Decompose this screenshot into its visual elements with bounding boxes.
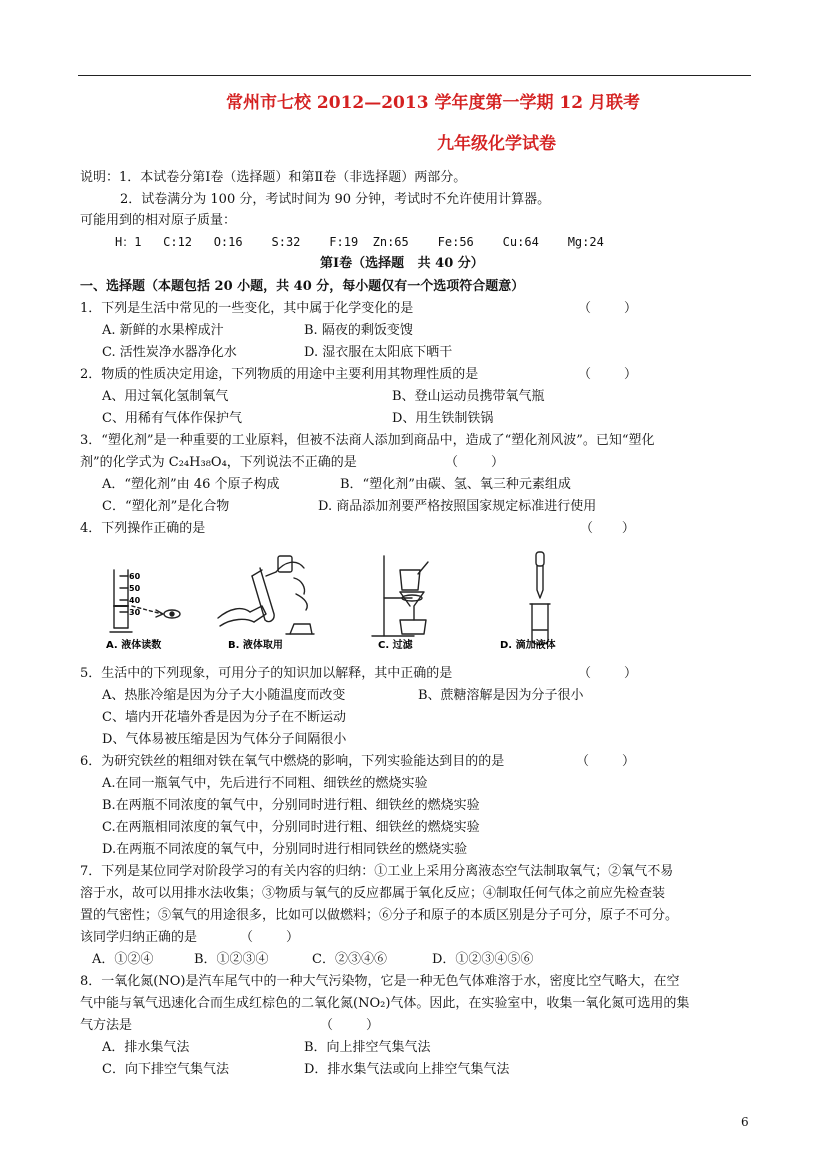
question-3-stem-line-1: 3．“塑化剂”是一种重要的工业原料，但被不法商人添加到商品中，造成了“塑化剂风波”。已知“塑化 xyxy=(80,433,655,448)
question-4-figure xyxy=(100,548,570,656)
question-2-answer-blank: （ ） xyxy=(578,367,638,382)
figure-caption-b: B. 液体取用 xyxy=(228,640,283,651)
question-1-option-c: C. 活性炭净水器净化水 xyxy=(102,345,237,360)
dropper-drawing xyxy=(530,552,550,645)
question-8-answer-blank: （ ） xyxy=(320,1018,380,1033)
question-6-answer-blank: （ ） xyxy=(576,754,636,769)
question-8-stem-line-2: 气中能与氧气迅速化合而生成红棕色的二氧化氮(NO₂)气体。因此，在实验室中，收集一氧化氮可选用的集 xyxy=(80,996,690,1011)
question-8-option-c: C．向下排空气集气法 xyxy=(102,1062,229,1077)
question-7-stem-line-1: 7．下列是某位同学对阶段学习的有关内容的归纳：①工业上采用分离液态空气法制取氧气；②氧气不易 xyxy=(80,864,674,879)
question-6-stem: 6．为研究铁丝的粗细对铁在氧气中燃烧的影响，下列实验能达到目的的是 xyxy=(80,754,505,769)
question-3-option-a: A．“塑化剂”由 46 个原子构成 xyxy=(102,477,280,492)
cylinder-tick-30: 30 xyxy=(129,608,141,617)
question-1-answer-blank: （ ） xyxy=(578,301,638,316)
question-7-option-a: A．①②④ xyxy=(92,952,154,967)
figure-caption-c: C. 过滤 xyxy=(378,640,413,651)
question-8-option-b: B．向上排空气集气法 xyxy=(304,1040,431,1055)
question-2-option-b: B、登山运动员携带氧气瓶 xyxy=(392,389,545,404)
lab-operations-illustration xyxy=(100,548,570,656)
liquid-pouring-drawing xyxy=(218,556,314,634)
question-4-answer-blank: （ ） xyxy=(580,521,635,536)
question-3-option-d: D. 商品添加剂要严格按照国家规定标准进行使用 xyxy=(318,499,597,514)
section-heading: 第Ⅰ卷（选择题 共 40 分） xyxy=(320,256,484,271)
question-2-stem: 2．物质的性质决定用途，下列物质的用途中主要利用其物理性质的是 xyxy=(80,367,479,382)
question-4-stem: 4．下列操作正确的是 xyxy=(80,521,206,536)
exam-subtitle: 九年级化学试卷 xyxy=(437,134,556,154)
question-3-option-c: C．“塑化剂”是化合物 xyxy=(102,499,230,514)
page-number: 6 xyxy=(741,1115,749,1129)
question-5-option-a: A、热胀冷缩是因为分子大小随温度而改变 xyxy=(102,688,346,703)
question-7-stem-line-2: 溶于水，故可以用排水法收集；③物质与氧气的反应都属于氧化反应；④制取任何气体之前应先检查装 xyxy=(80,886,666,901)
question-5-answer-blank: （ ） xyxy=(578,666,638,681)
intro-line-1: 说明：1．本试卷分第Ⅰ卷（选择题）和第Ⅱ卷（非选择题）两部分。 xyxy=(80,170,467,185)
question-5-option-d: D、气体易被压缩是因为气体分子间隔很小 xyxy=(102,732,347,747)
header-rule xyxy=(78,75,751,76)
question-7-stem-line-3: 置的气密性；⑤氧气的用途很多，比如可以做燃料；⑥分子和原子的本质区别是分子可分，原子不可分。 xyxy=(80,908,679,923)
question-7-option-d: D．①②③④⑤⑥ xyxy=(432,952,534,967)
filtration-drawing xyxy=(372,556,428,636)
graduated-cylinder-drawing xyxy=(110,570,180,632)
question-5-option-c: C、墙内开花墙外香是因为分子在不断运动 xyxy=(102,710,346,725)
question-5-stem: 5．生活中的下列现象，可用分子的知识加以解释，其中正确的是 xyxy=(80,666,453,681)
figure-caption-a: A. 液体读数 xyxy=(106,640,162,651)
question-2-option-d: D、用生铁制铁锅 xyxy=(392,411,494,426)
question-5-option-b: B、蔗糖溶解是因为分子很小 xyxy=(418,688,584,703)
atomic-masses: H：1 C:12 O:16 S:32 F:19 Zn:65 Fe:56 Cu:64 Mg:24 xyxy=(115,235,604,249)
question-3-answer-blank: （ ） xyxy=(445,455,505,470)
question-1-option-d: D. 湿衣服在太阳底下晒干 xyxy=(304,345,453,360)
figure-caption-d: D. 滴加液体 xyxy=(500,640,556,651)
question-7-answer-blank: （ ） xyxy=(240,930,300,945)
question-3-option-b: B．“塑化剂”由碳、氢、氧三种元素组成 xyxy=(340,477,571,492)
question-8-stem-line-3: 气方法是 xyxy=(80,1018,133,1033)
cylinder-tick-50: 50 xyxy=(129,584,141,593)
cylinder-tick-60: 60 xyxy=(129,572,141,581)
question-1-option-a: A. 新鲜的水果榨成汁 xyxy=(102,323,224,338)
section-instructions: 一、选择题（本题包括 20 小题，共 40 分，每小题仅有一个选项符合题意） xyxy=(80,279,525,294)
question-7-stem-line-4: 该同学归纳正确的是 xyxy=(80,930,198,945)
question-1-option-b: B. 隔夜的剩饭变馊 xyxy=(304,323,413,338)
question-6-option-a: A.在同一瓶氧气中，先后进行不同粗、细铁丝的燃烧实验 xyxy=(102,776,428,791)
cylinder-tick-40: 40 xyxy=(129,596,141,605)
question-6-option-c: C.在两瓶相同浓度的氧气中，分别同时进行粗、细铁丝的燃烧实验 xyxy=(102,820,480,835)
question-2-option-c: C、用稀有气体作保护气 xyxy=(102,411,242,426)
question-8-stem-line-1: 8．一氧化氮(NO)是汽车尾气中的一种大气污染物，它是一种无色气体难溶于水，密度比空气略大，在空 xyxy=(80,974,680,989)
exam-title: 常州市七校 2012—2013 学年度第一学期 12 月联考 xyxy=(226,93,640,113)
question-3-stem-line-2: 剂”的化学式为 C₂₄H₃₈O₄，下列说法不正确的是 xyxy=(80,455,357,470)
question-6-option-d: D.在两瓶不同浓度的氧气中，分别同时进行相同铁丝的燃烧实验 xyxy=(102,842,468,857)
question-8-option-d: D．排水集气法或向上排空气集气法 xyxy=(304,1062,510,1077)
question-7-option-b: B．①②③④ xyxy=(194,952,269,967)
intro-line-2: 2．试卷满分为 100 分，考试时间为 90 分钟，考试时不允许使用计算器。 xyxy=(120,192,551,207)
question-2-option-a: A、用过氧化氢制氧气 xyxy=(102,389,229,404)
intro-line-3: 可能用到的相对原子质量： xyxy=(80,213,237,228)
question-7-option-c: C．②③④⑥ xyxy=(312,952,387,967)
question-8-option-a: A．排水集气法 xyxy=(102,1040,190,1055)
question-1-stem: 1．下列是生活中常见的一些变化，其中属于化学变化的是 xyxy=(80,301,414,316)
question-6-option-b: B.在两瓶不同浓度的氧气中，分别同时进行粗、细铁丝的燃烧实验 xyxy=(102,798,480,813)
